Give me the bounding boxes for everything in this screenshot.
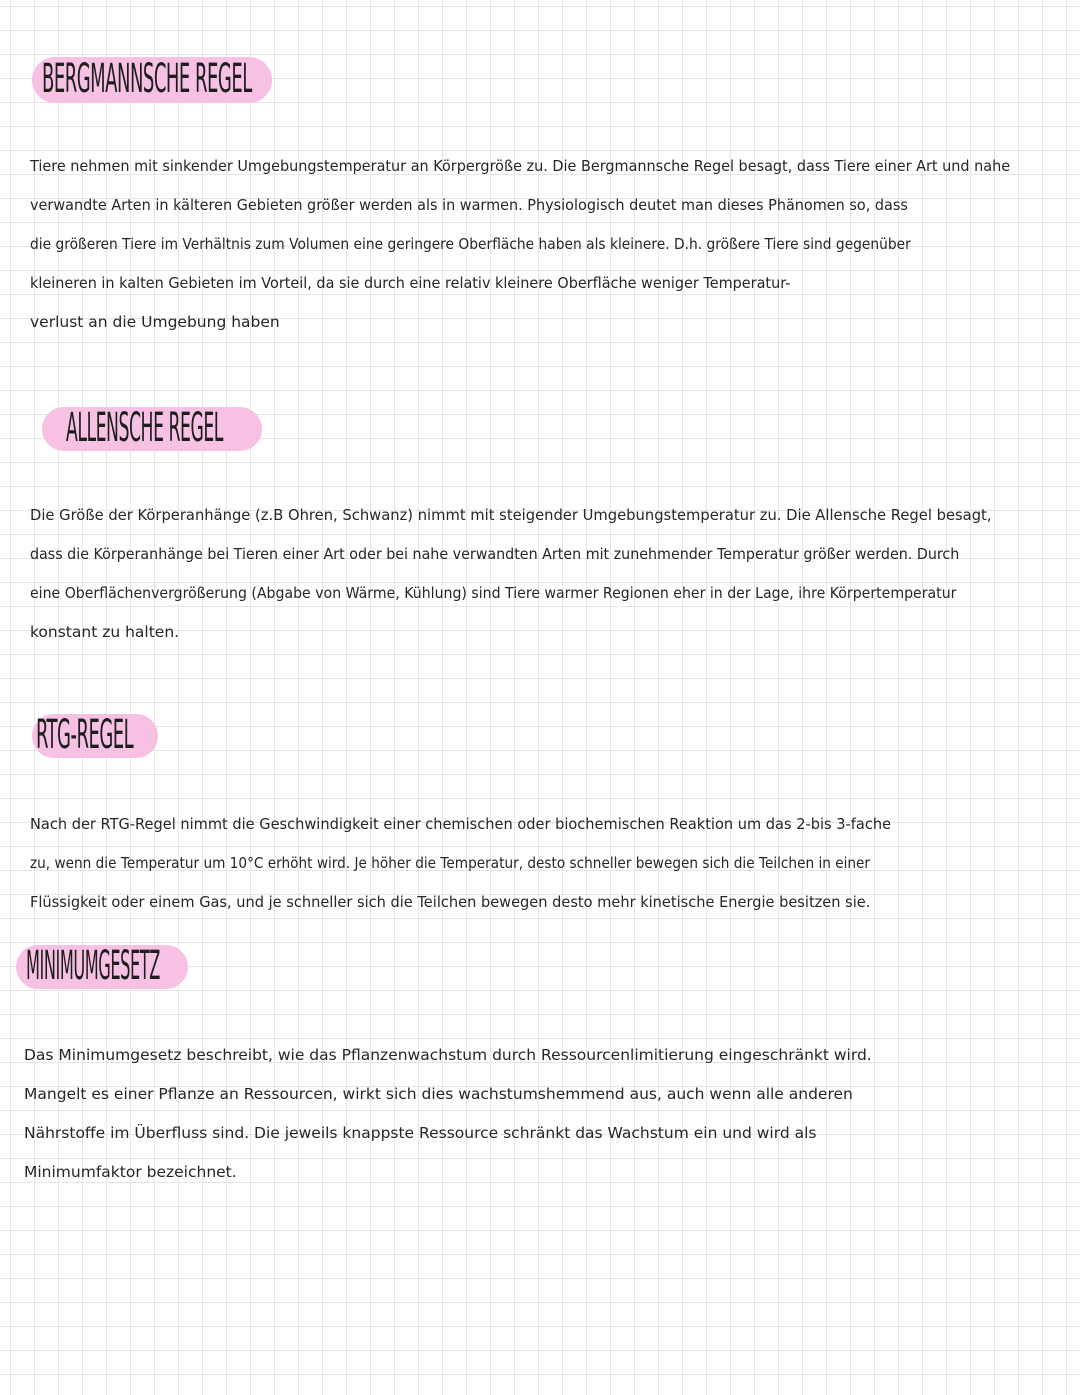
text-line: Nährstoffe im Überfluss sind. Die jeweils knappste Ressource schränkt das Wachstum ein und wird als (24, 1124, 817, 1142)
paragraph-rtg (30, 805, 1070, 922)
text-line: verlust an die Umgebung haben (30, 313, 280, 331)
heading-rtg-regel: RTG-REGEL (36, 712, 134, 758)
paragraph-bergmann (30, 147, 1070, 342)
text-line: Die Größe der Körperanhänge (z.B Ohren, Schwanz) nimmt mit steigender Umgebungstemperatur zu. Die Allensche Regel besagt, (30, 506, 992, 524)
text-line: konstant zu halten. (30, 623, 180, 641)
text-line: verwandte Arten in kälteren Gebieten größer werden als in warmen. Physiologisch deutet man dieses Phänomen so, dass (30, 196, 908, 214)
text-line: dass die Körperanhänge bei Tieren einer Art oder bei nahe verwandten Arten mit zunehmender Temperatur größer werden. Durch (30, 545, 960, 563)
heading-bergmannsche-regel: BERGMANNSCHE REGEL (42, 56, 252, 102)
heading-allensche-regel: ALLENSCHE REGEL (66, 405, 223, 451)
text-line: Tiere nehmen mit sinkender Umgebungstemperatur an Körpergröße zu. Die Bergmannsche Regel besagt, dass Tiere einer Art und nahe (30, 157, 1011, 175)
text-line: Nach der RTG-Regel nimmt die Geschwindigkeit einer chemischen oder biochemischen Reaktion um das 2-bis 3-fache (30, 815, 892, 833)
text-line: Minimumfaktor bezeichnet. (24, 1163, 237, 1181)
text-line: Das Minimumgesetz beschreibt, wie das Pflanzenwachstum durch Ressourcenlimitierung eingeschränkt wird. (24, 1046, 872, 1064)
text-line: zu, wenn die Temperatur um 10°C erhöht wird. Je höher die Temperatur, desto schneller bewegen sich die Teilchen in einer (30, 854, 871, 872)
text-line: Flüssigkeit oder einem Gas, und je schneller sich die Teilchen bewegen desto mehr kinetische Energie besitzen sie. (30, 893, 871, 911)
text-line: eine Oberflächenvergrößerung (Abgabe von Wärme, Kühlung) sind Tiere warmer Regionen eher in der Lage, ihre Körpertemperatur (30, 584, 957, 602)
paragraph-minimum (24, 1036, 1064, 1192)
text-line: Mangelt es einer Pflanze an Ressourcen, wirkt sich dies wachstumshemmend aus, auch wenn alle anderen (24, 1085, 853, 1103)
text-line: die größeren Tiere im Verhältnis zum Volumen eine geringere Oberfläche haben als kleinere. D.h. größere Tiere sind gegenüber (30, 235, 911, 253)
heading-minimumgesetz: MINIMUMGESETZ (26, 943, 160, 989)
text-line: kleineren in kalten Gebieten im Vorteil, da sie durch eine relativ kleinere Oberfläche weniger Temperatur- (30, 274, 791, 292)
paragraph-allen (30, 496, 1070, 652)
